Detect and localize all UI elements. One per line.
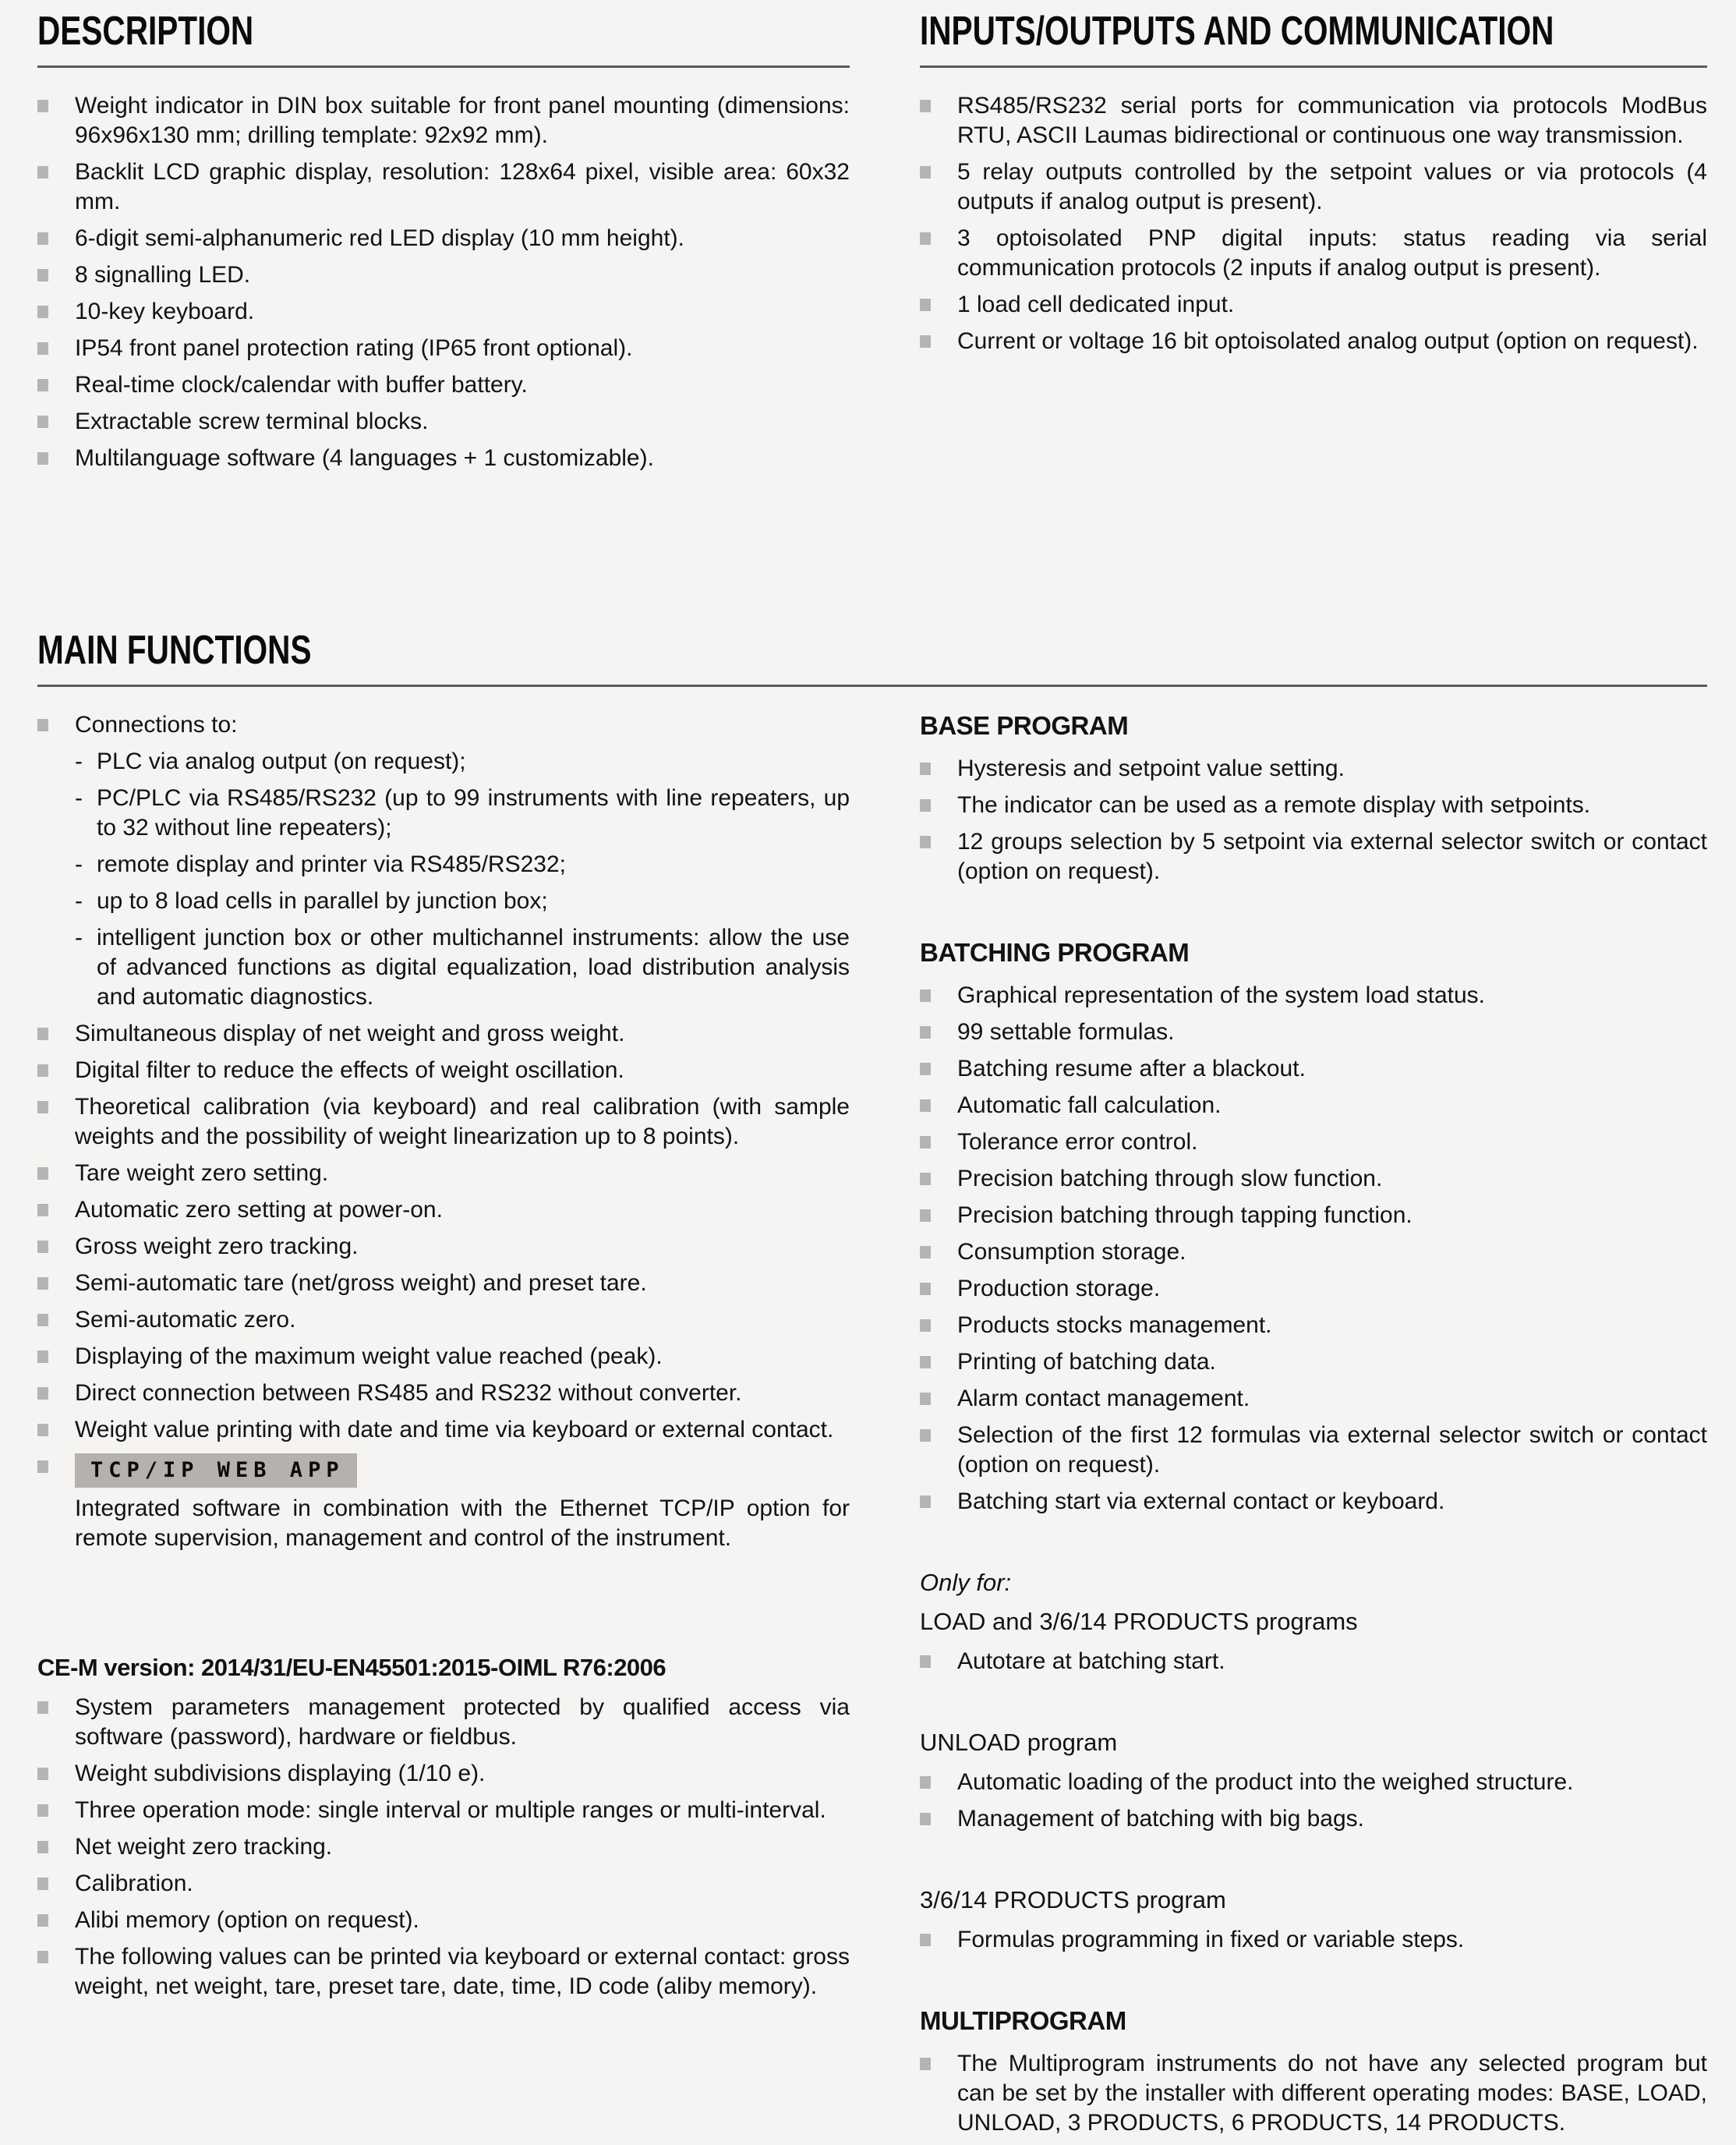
- list-item: [920, 981, 1707, 1011]
- list-item: [37, 444, 850, 473]
- list-item: [37, 1092, 850, 1152]
- bullet-square-icon: [37, 1460, 48, 1473]
- list-item: [37, 1379, 850, 1408]
- list-item-text: Products stocks management.: [957, 1312, 1272, 1338]
- list-item-text: Semi-automatic zero.: [75, 1307, 296, 1333]
- list-item: [920, 754, 1707, 784]
- bullet-square-icon: [920, 1026, 931, 1039]
- list-item-text: Gross weight zero tracking.: [75, 1234, 359, 1259]
- bullet-square-icon: [37, 100, 48, 112]
- list-item-text: Theoretical calibration (via keyboard) and real calibration (with sample weights and the possibility of weight linearization up to 8 points).: [75, 1094, 850, 1149]
- list-item: [37, 1019, 850, 1049]
- list-item: [920, 224, 1707, 283]
- bullet-square-icon: [37, 342, 48, 355]
- bullet-square-icon: [37, 166, 48, 179]
- bullet-square-icon: [920, 1934, 931, 1946]
- list-item-text: Weight indicator in DIN box suitable for front panel mounting (dimensions: 96x96x130 mm; drilling template: 92x92 mm).: [75, 93, 850, 148]
- list-item: [37, 1869, 850, 1899]
- list-item-text: Autotare at batching start.: [957, 1648, 1225, 1674]
- list-item-text: System parameters management protected by qualified access via software (password), hardware or fieldbus.: [75, 1694, 850, 1750]
- bullet-square-icon: [920, 799, 931, 812]
- bullet-square-icon: [920, 1209, 931, 1222]
- bullet-square-icon: [37, 379, 48, 391]
- list-item-text: [75, 1452, 850, 1553]
- list-item: [37, 1232, 850, 1262]
- main-functions-columns: [37, 710, 1707, 2145]
- list-item: [37, 1056, 850, 1085]
- bullet-square-icon: [37, 416, 48, 428]
- spacer: [920, 1841, 1707, 1885]
- list-item-text: Digital filter to reduce the effects of weight oscillation.: [75, 1057, 624, 1083]
- main-functions-right-column: [920, 710, 1707, 2145]
- sub-list-item: [75, 887, 850, 916]
- bullet-square-icon: [920, 335, 931, 348]
- bullet-square-icon: [37, 1387, 48, 1400]
- bullet-square-icon: [37, 306, 48, 318]
- list-item: [37, 1195, 850, 1225]
- bullet-square-icon: [37, 1204, 48, 1216]
- list-item-text: 6-digit semi-alphanumeric red LED display (10 mm height).: [75, 225, 684, 251]
- list-item: [37, 334, 850, 363]
- bullet-square-icon: [37, 269, 48, 281]
- list-item-text: Multilanguage software (4 languages + 1 customizable).: [75, 445, 654, 471]
- list-item-text: The Multiprogram instruments do not have any selected program but can be set by the installer with different operating modes: BASE, LOAD, UNLOAD, 3 PRODUCTS, 6 PRODUCTS, 14 PRODUCTS.: [957, 2051, 1707, 2136]
- bullet-square-icon: [37, 1064, 48, 1077]
- list-item-text: Automatic zero setting at power-on.: [75, 1197, 443, 1223]
- list-item-text: Batching resume after a blackout.: [957, 1056, 1306, 1081]
- list-item-text: Automatic loading of the product into the weighed structure.: [957, 1769, 1574, 1795]
- bullet-square-icon: [37, 1314, 48, 1326]
- spacer: [920, 1683, 1707, 1727]
- bullet-square-icon: [920, 1283, 931, 1295]
- spacer: [920, 894, 1707, 937]
- bullet-square-icon: [37, 1277, 48, 1290]
- list-item-text: 12 groups selection by 5 setpoint via external selector switch or contact (option on request).: [957, 829, 1707, 884]
- bullet-square-icon: [37, 232, 48, 245]
- list-item-text: Alarm contact management.: [957, 1386, 1250, 1411]
- spacer: [920, 1962, 1707, 2005]
- bullet-square-icon: [920, 1393, 931, 1405]
- description-section: [37, 9, 850, 628]
- bullet-square-icon: [920, 1356, 931, 1368]
- main-functions-left-column: [37, 710, 850, 2145]
- list-item-text: 8 signalling LED.: [75, 262, 251, 288]
- subsection-title: BATCHING PROGRAM: [920, 938, 1190, 967]
- list-item: [920, 1768, 1707, 1797]
- list-item-text: Three operation mode: single interval or multiple ranges or multi-interval.: [75, 1797, 826, 1823]
- bullet-square-icon: [920, 1099, 931, 1112]
- io-communication-title: INPUTS/OUTPUTS AND COMMUNICATION: [920, 9, 1554, 54]
- bullet-square-icon: [37, 1350, 48, 1363]
- list-item-text: Current or voltage 16 bit optoisolated analog output (option on request).: [957, 328, 1699, 354]
- bullet-square-icon: [920, 1495, 931, 1508]
- sub-list-item: [75, 784, 850, 843]
- bullet-square-icon: [37, 1878, 48, 1890]
- dash-marker: -: [75, 749, 83, 774]
- badge-description-text: Integrated software in combination with the Ethernet TCP/IP option for remote supervision, management and control of the instrument.: [75, 1495, 850, 1551]
- list-item: [37, 370, 850, 400]
- list-item-text: The following values can be printed via keyboard or external contact: gross weight, net weight, tare, preset tare, date, time, ID code (aliby memory).: [75, 1944, 850, 1999]
- list-item: [37, 1832, 850, 1862]
- sub-list-item-text: PC/PLC via RS485/RS232 (up to 99 instruments with line repeaters, up to 32 without line repeaters);: [97, 785, 850, 841]
- sub-list-item-text: PLC via analog output (on request);: [97, 749, 466, 774]
- bullet-square-icon: [37, 1028, 48, 1040]
- bullet-square-icon: [920, 836, 931, 848]
- bullet-square-icon: [920, 763, 931, 775]
- bullet-square-icon: [920, 100, 931, 112]
- description-title: DESCRIPTION: [37, 9, 254, 54]
- dash-marker: -: [75, 851, 83, 877]
- bullet-square-icon: [920, 2058, 931, 2070]
- list-item: [920, 1237, 1707, 1267]
- list-item-text: Precision batching through slow function.: [957, 1166, 1383, 1191]
- list-item-text: Tare weight zero setting.: [75, 1160, 329, 1186]
- bullet-square-icon: [37, 1768, 48, 1780]
- bullet-square-icon: [37, 1914, 48, 1927]
- subsection-title: MULTIPROGRAM: [920, 2006, 1126, 2035]
- list-item-text: Weight value printing with date and time via keyboard or external contact.: [75, 1417, 834, 1442]
- list-item-text: Automatic fall calculation.: [957, 1092, 1222, 1118]
- io-communication-divider: [920, 65, 1707, 68]
- list-item: [37, 1415, 850, 1445]
- list-item-text: Connections to:: [75, 712, 238, 738]
- bullet-square-icon: [37, 1101, 48, 1113]
- list-item: [37, 1342, 850, 1372]
- list-item: [37, 1906, 850, 1935]
- description-list: [37, 91, 850, 473]
- list-item: [37, 1452, 850, 1553]
- list-item-text: IP54 front panel protection rating (IP65 front optional).: [75, 335, 633, 361]
- bullet-square-icon: [37, 452, 48, 465]
- list-item: [37, 1269, 850, 1298]
- list-item: [920, 1647, 1707, 1676]
- bullet-square-icon: [37, 1804, 48, 1817]
- list-item: [920, 1274, 1707, 1304]
- list-item-text: Production storage.: [957, 1276, 1161, 1301]
- list-item: [920, 1201, 1707, 1230]
- ce-m-version-title: CE-M version: 2014/31/EU-EN45501:2015-OIML R76:2006: [37, 1654, 666, 1681]
- list-item-text: Displaying of the maximum weight value reached (peak).: [75, 1343, 663, 1369]
- bullet-square-icon: [37, 719, 48, 731]
- list-item: [920, 1018, 1707, 1047]
- list-item-text: Alibi memory (option on request).: [75, 1907, 419, 1933]
- bullet-square-icon: [37, 1951, 48, 1963]
- io-communication-section: [920, 9, 1707, 628]
- io-communication-list: [920, 91, 1707, 356]
- list-item: [37, 158, 850, 217]
- list-item: [920, 158, 1707, 217]
- list-item: [920, 2049, 1707, 2138]
- bullet-square-icon: [37, 1424, 48, 1436]
- list-item-text: 3 optoisolated PNP digital inputs: status reading via serial communication protocols (2 inputs if analog output is present).: [957, 225, 1707, 281]
- bullet-square-icon: [920, 1655, 931, 1668]
- list-item: [920, 1127, 1707, 1157]
- list-item-text: Real-time clock/calendar with buffer battery.: [75, 372, 528, 398]
- program-title: UNLOAD program: [920, 1729, 1118, 1756]
- bullet-square-icon: [920, 1429, 931, 1442]
- list-item-text: Extractable screw terminal blocks.: [75, 409, 429, 434]
- list-item: [37, 710, 850, 740]
- bullet-square-icon: [920, 1319, 931, 1332]
- list-item: [920, 827, 1707, 887]
- description-divider: [37, 65, 850, 68]
- bullet-square-icon: [920, 299, 931, 311]
- list-item: [920, 791, 1707, 820]
- list-item: [37, 1693, 850, 1752]
- list-item: [920, 1421, 1707, 1480]
- spacer: [37, 1560, 850, 1652]
- main-functions-section: [37, 628, 1707, 2145]
- program-title: 3/6/14 PRODUCTS program: [920, 1886, 1226, 1913]
- list-item-text: Hysteresis and setpoint value setting.: [957, 756, 1345, 781]
- list-item-text: Net weight zero tracking.: [75, 1834, 333, 1860]
- bullet-square-icon: [920, 989, 931, 1002]
- bullet-square-icon: [37, 1701, 48, 1714]
- bullet-square-icon: [920, 1063, 931, 1075]
- sub-list-item: [75, 923, 850, 1012]
- bullet-square-icon: [920, 166, 931, 179]
- list-item: [37, 1942, 850, 2002]
- list-item-text: Consumption storage.: [957, 1239, 1186, 1265]
- bullet-square-icon: [37, 1241, 48, 1253]
- sub-list-item-text: remote display and printer via RS485/RS232;: [97, 851, 566, 877]
- bullet-square-icon: [920, 232, 931, 245]
- tcpip-web-app-badge: TCP/IP WEB APP: [75, 1453, 357, 1488]
- list-item: [920, 290, 1707, 320]
- main-functions-divider: [37, 685, 1707, 687]
- list-item: [920, 91, 1707, 150]
- list-item: [920, 1091, 1707, 1120]
- list-item: [920, 1054, 1707, 1084]
- bullet-square-icon: [920, 1246, 931, 1258]
- list-item-text: Precision batching through tapping function.: [957, 1202, 1412, 1228]
- list-item-text: Simultaneous display of net weight and gross weight.: [75, 1021, 625, 1046]
- list-item-text: Backlit LCD graphic display, resolution: 128x64 pixel, visible area: 60x32 mm.: [75, 159, 850, 214]
- list-item: [920, 1804, 1707, 1834]
- spacer: [920, 1524, 1707, 1567]
- list-item: [37, 260, 850, 290]
- list-item-text: Calibration.: [75, 1871, 193, 1896]
- list-item: [920, 1384, 1707, 1414]
- sub-list-item: [75, 850, 850, 880]
- list-item-text: 5 relay outputs controlled by the setpoint values or via protocols (4 outputs if analog output is present).: [957, 159, 1707, 214]
- bullet-square-icon: [37, 1841, 48, 1853]
- list-item-text: Direct connection between RS485 and RS232 without converter.: [75, 1380, 742, 1406]
- top-sections-row: [37, 9, 1707, 628]
- program-title: LOAD and 3/6/14 PRODUCTS programs: [920, 1608, 1358, 1635]
- list-item-text: The indicator can be used as a remote display with setpoints.: [957, 792, 1591, 818]
- only-for-label: Only for:: [920, 1569, 1012, 1596]
- list-item-text: 10-key keyboard.: [75, 299, 255, 324]
- main-functions-header: [37, 628, 1707, 687]
- list-item-text: Batching start via external contact or keyboard.: [957, 1488, 1445, 1514]
- list-item: [37, 297, 850, 327]
- sub-list-item-text: up to 8 load cells in parallel by junction box;: [97, 888, 548, 914]
- list-item-text: RS485/RS232 serial ports for communication via protocols ModBus RTU, ASCII Laumas bidirectional or continuous one way transmission.: [957, 93, 1707, 148]
- list-item-text: Management of batching with big bags.: [957, 1806, 1364, 1832]
- main-functions-title: MAIN FUNCTIONS: [37, 628, 312, 673]
- list-item: [920, 1311, 1707, 1340]
- list-item-text: Semi-automatic tare (net/gross weight) and preset tare.: [75, 1270, 647, 1296]
- list-item: [920, 1164, 1707, 1194]
- list-item-text: Printing of batching data.: [957, 1349, 1216, 1375]
- list-item: [37, 1305, 850, 1335]
- dash-marker: -: [75, 925, 83, 950]
- list-item-text: 1 load cell dedicated input.: [957, 292, 1235, 317]
- list-item-text: Selection of the first 12 formulas via external selector switch or contact (option on request).: [957, 1422, 1707, 1478]
- dash-marker: -: [75, 888, 83, 914]
- list-item: [920, 1487, 1707, 1517]
- list-item-text: Graphical representation of the system load status.: [957, 982, 1486, 1008]
- list-item: [37, 224, 850, 253]
- list-item: [920, 327, 1707, 356]
- dash-marker: -: [75, 785, 83, 811]
- list-item-text: 99 settable formulas.: [957, 1019, 1175, 1045]
- bullet-square-icon: [920, 1776, 931, 1789]
- list-item: [920, 1347, 1707, 1377]
- bullet-square-icon: [920, 1813, 931, 1825]
- list-item: [37, 407, 850, 437]
- list-item: [920, 1925, 1707, 1955]
- list-item-text: Formulas programming in fixed or variable steps.: [957, 1927, 1465, 1952]
- list-item: [37, 1759, 850, 1789]
- subsection-title: BASE PROGRAM: [920, 711, 1129, 740]
- list-item-text: Weight subdivisions displaying (1/10 e).: [75, 1761, 486, 1786]
- list-item: [37, 1796, 850, 1825]
- sub-list-item-text: intelligent junction box or other multichannel instruments: allow the use of advanced functions as digital equalization, load distribution analysis and automatic diagnostics.: [97, 925, 850, 1010]
- list-item-text: Tolerance error control.: [957, 1129, 1198, 1155]
- list-item: [37, 1159, 850, 1188]
- bullet-square-icon: [37, 1167, 48, 1180]
- bullet-square-icon: [920, 1173, 931, 1185]
- sub-list-item: [75, 747, 850, 777]
- list-item: [37, 91, 850, 150]
- bullet-square-icon: [920, 1136, 931, 1149]
